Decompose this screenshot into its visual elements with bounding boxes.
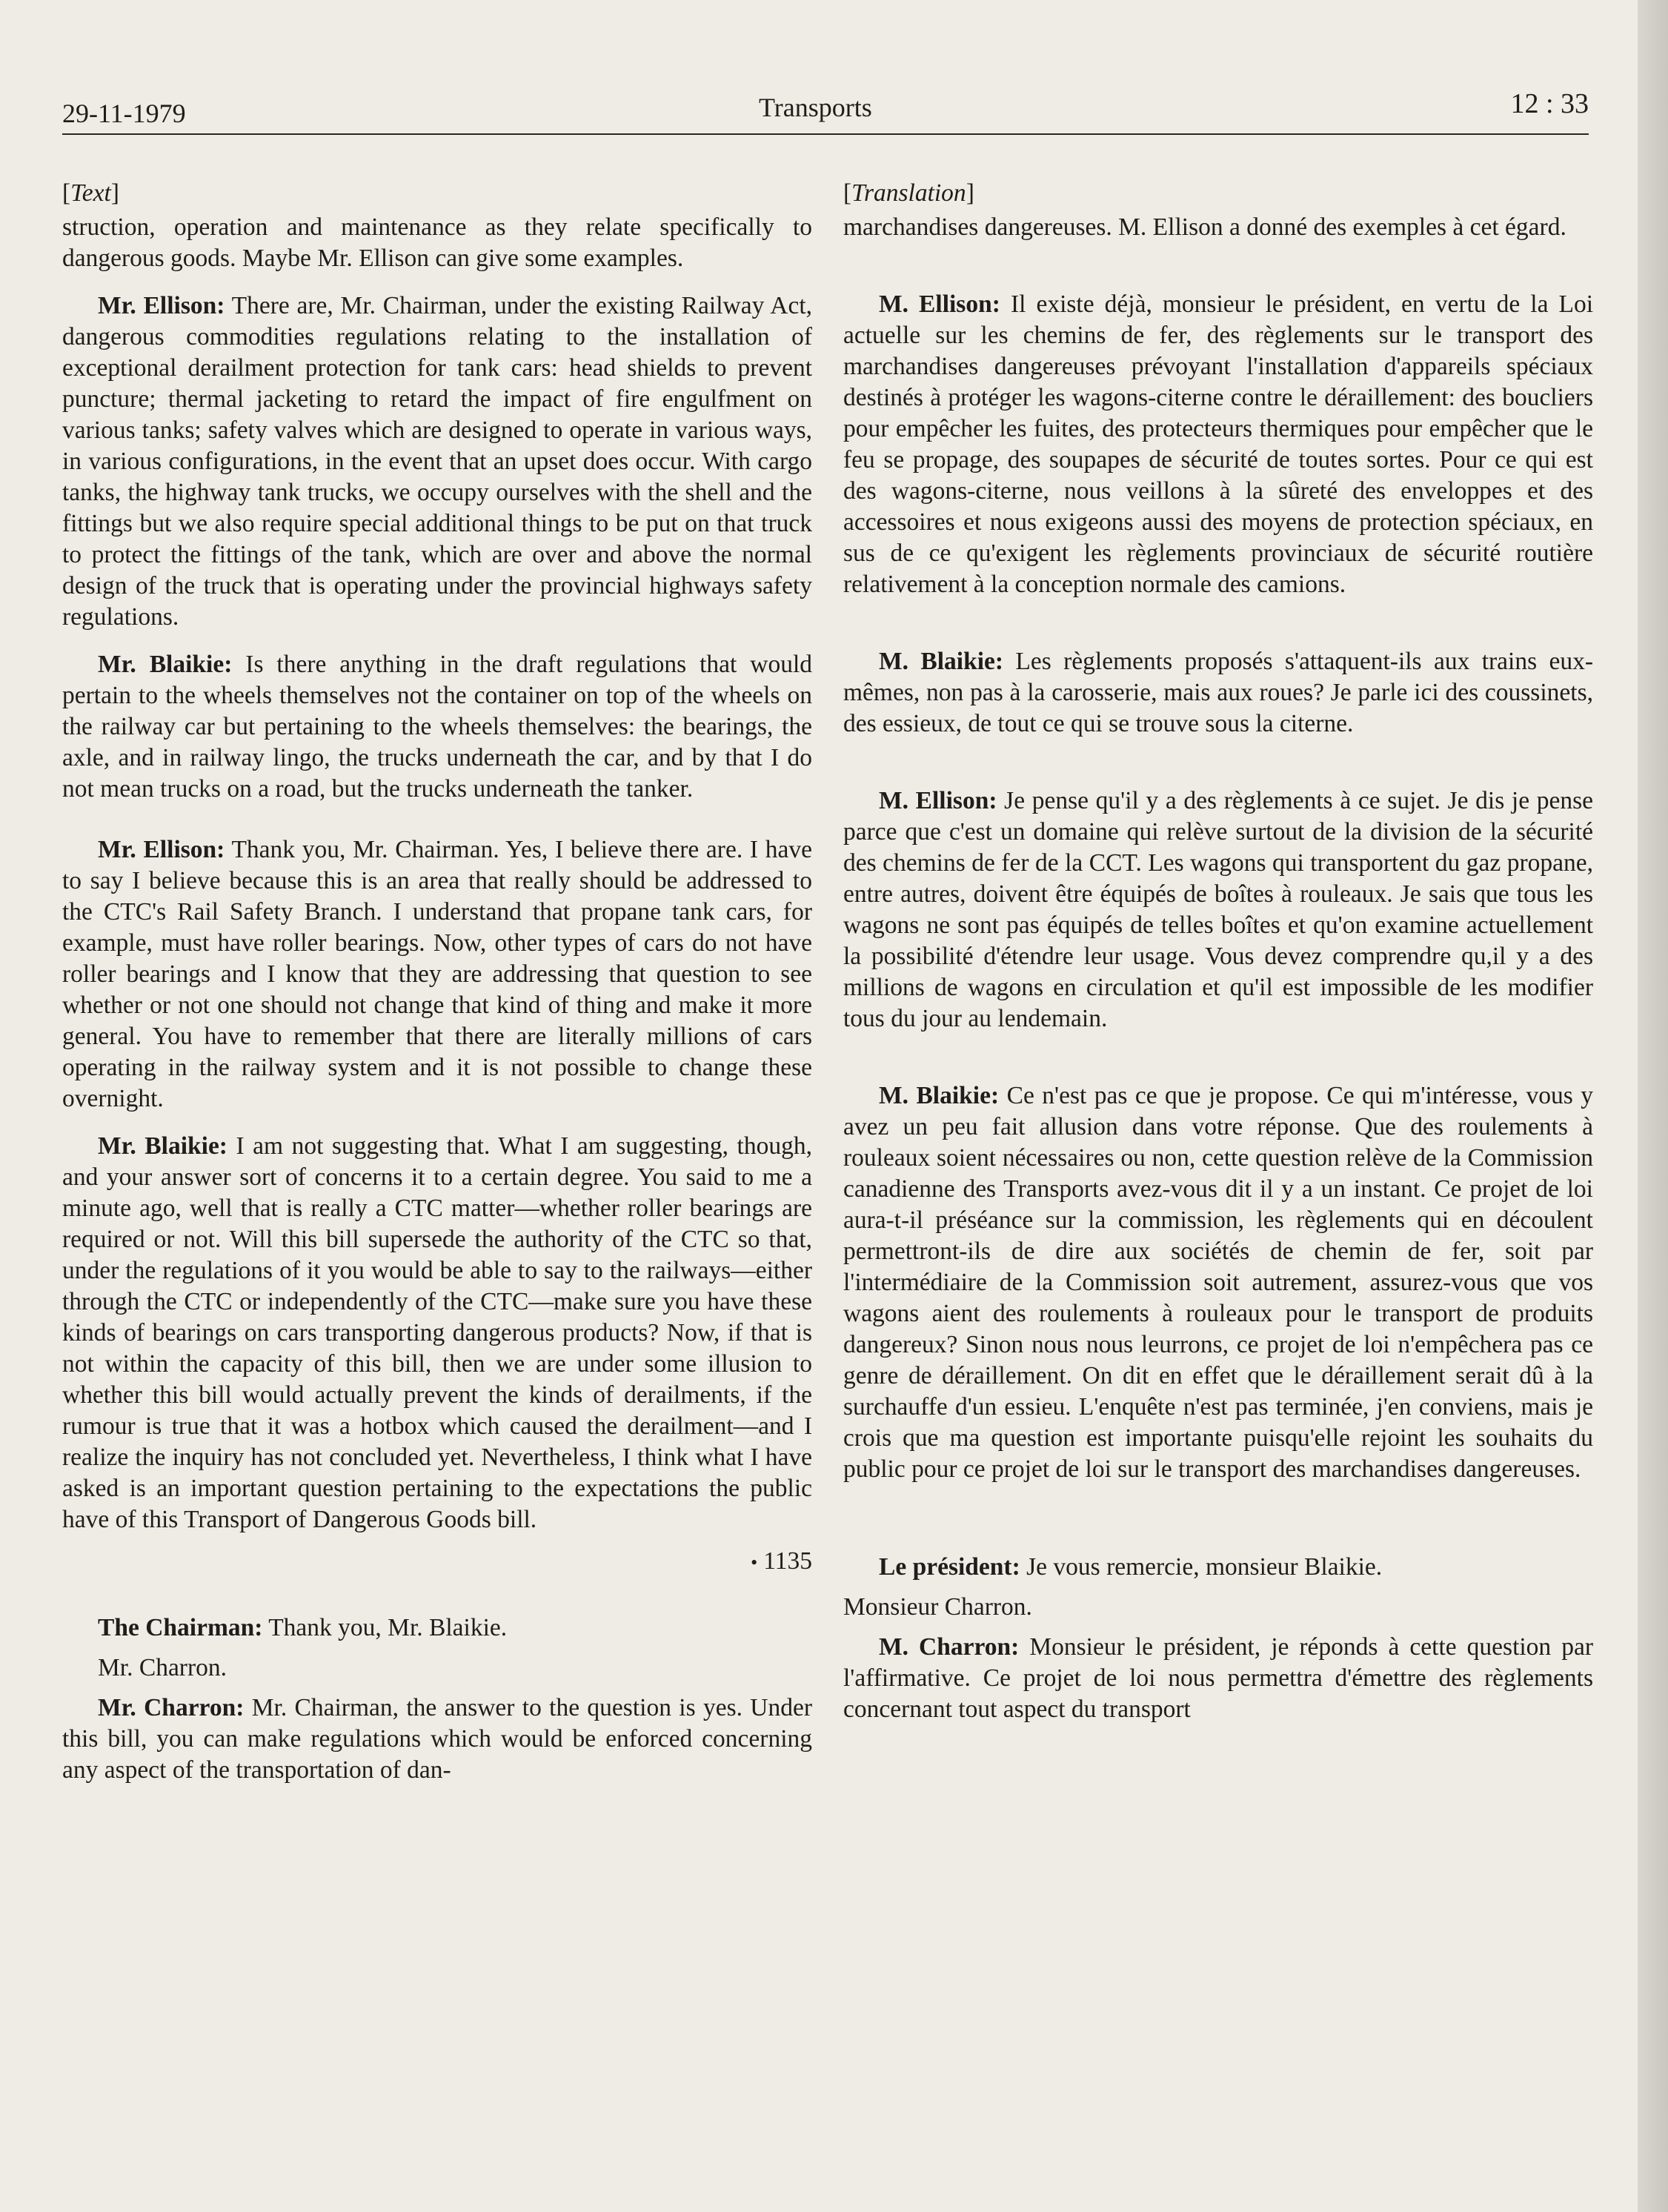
speaker-name: Mr. Blaikie: (98, 651, 233, 678)
paragraph: Le président: Je vous remercie, monsieur Blaikie. (879, 1553, 1383, 1581)
speaker-name: Mr. Charron: (98, 1694, 245, 1722)
paragraph: Mr. Blaikie: I am not suggesting that. What I am suggesting, though, and your answer sort of concerns it to a certain degree. You said to me a minute ago, well that is really a CTC matter—whether roller bearings are required or not. Will this bill supersede the authority of the CTC so that, under the regulations of it you would be able to say to the railways—either through the CTC or independently of the CTC—make sure you have these kinds of bearings on cars transporting dangerous products? Now, if that is not within the capacity of this bill, then we are under some illusion to whether this bill would actually prevent the kinds of derailments, if the rumour is true that it was a hotbox which caused the derailment—and I realize the inquiry has not concluded yet. Nevertheless, I think what I have asked is an important question pertaining to the expectations the public have of this Transport of Dangerous Goods bill. (62, 1132, 812, 1533)
paragraph: struction, operation and maintenance as they relate specifically to dangerous goods. Maybe Mr. Ellison can give some examples. (62, 213, 812, 272)
speaker-name: Mr. Ellison: (98, 292, 225, 319)
text-tag: [Text] (62, 179, 119, 207)
paragraph: Monsieur Charron. (843, 1593, 1032, 1621)
page-edge (1638, 0, 1668, 2212)
english-column (62, 178, 812, 1795)
time-marker: • 1135 (751, 1547, 812, 1575)
paragraph: Mr. Blaikie: Is there anything in the draft regulations that would pertain to the wheels themselves not the container on top of the wheels on the railway car but pertaining to the wheels themselves: the bearings, the axle, and in railway lingo, the trucks underneath the car, and by that I do not mean trucks on a road, but the trucks underneath the tanker. (62, 651, 813, 803)
page-header (62, 87, 1589, 135)
header-title: Transports (759, 93, 872, 122)
paragraph: Mr. Charron. (98, 1654, 227, 1682)
paragraph: M. Ellison: Il existe déjà, monsieur le président, en vertu de la Loi actuelle sur les chemins de fer, des règlements sur le transport des marchandises dangereuses prévoyant l'installation d'appareils spéciaux destinés à protéger les wagons-citerne contre le déraillement: des boucliers pour empêcher les fuites, des protecteurs thermiques pour empêcher que le feu se propage, des soupapes de sécurité de toutes sortes. Pour ce qui est des wagons-citerne, nous veillons à la sûreté des enveloppes et des accessoires et nous exigeons aussi des moyens de protection spéciaux, en sus de ce qu'exigent les règlements provinciaux de sécurité routière relativement à la conception normale des camions. (843, 290, 1594, 598)
speaker-name: Mr. Blaikie: (98, 1132, 227, 1160)
paragraph: M. Ellison: Je pense qu'il y a des règlements à ce sujet. Je dis je pense parce que c'est un domaine qui relève surtout de la division de la sécurité des chemins de fer de la CCT. Les wagons qui transportent du gaz propane, entre autres, doivent être équipés de boîtes à rouleaux. Je sais que tous les wagons ne sont pas équipés de telles boîtes et qu'on examine actuellement la possibilité d'étendre leur usage. Vous devez comprendre qu,il y a des millions de wagons en circulation et qu'il est impossible de les modifier tous du jour au lendemain. (843, 787, 1594, 1032)
header-page-number: 12 : 33 (1510, 88, 1589, 119)
paragraph: Mr. Ellison: Thank you, Mr. Chairman. Yes, I believe there are. I have to say I believe because this is an area that really should be addressed to the CTC's Rail Safety Branch. I understand that propane tank cars, for example, must have roller bearings. Now, other types of cars do not have roller bearings and I know that they are addressing that question to see whether or not one should not change that kind of thing and make it more general. You have to remember that there are literally millions of cars operating in the railway system and it is not possible to change these overnight. (62, 836, 812, 1112)
paragraph: M. Blaikie: Ce n'est pas ce que je propose. Ce qui m'intéresse, vous y avez un peu fait allusion dans votre réponse. Que des roulements à rouleaux soient nécessaires ou non, cette question relève de la Commission canadienne des Transports avez-vous dit il y a un instant. Ce projet de loi aura-t-il préséance sur la commission, les règlements qui en découlent permettront-ils de dire aux sociétés de chemin de fer, soit par l'intermédiaire de la Commission soit autrement, assurez-vous que vos wagons aient des roulements à rouleaux pour le transport de produits dangereux? Sinon nous nous leurrons, ce projet de loi n'empêchera pas ce genre de déraillement. On dit en effet que le déraillement serait dû à la surchauffe d'un essieu. L'enquête n'est pas terminée, j'en conviens, mais je crois que ma question est importante puisqu'elle rejoint les souhaits du public pour ce projet de loi sur le transport des marchandises dangereuses. (843, 1082, 1594, 1483)
speaker-name: The Chairman: (98, 1614, 263, 1642)
paragraph: Mr. Ellison: There are, Mr. Chairman, under the existing Railway Act, dangerous commodities regulations relating to the installation of exceptional derailment protection for tank cars: head shields to prevent puncture; thermal jacketing to retard the impact of fire engulfment on various tanks; safety valves which are designed to operate in various ways, in various configurations, in the event that an upset does occur. With cargo tanks, the highway tank trucks, we occupy ourselves with the shell and the fittings but we also require special additional things to be put on that truck to protect the fittings of the tank, which are over and above the normal design of the truck that is operating under the provincial highways safety regulations. (62, 292, 812, 631)
speaker-name: M. Blaikie: (879, 1082, 1000, 1109)
speaker-name: M. Blaikie: (879, 648, 1004, 675)
french-column (843, 178, 1593, 1734)
speaker-name: Le président: (879, 1553, 1020, 1581)
paragraph: M. Charron: Monsieur le président, je réponds à cette question par l'affirmative. Ce projet de loi nous permettra d'émettre des règlements concernant tout aspect du transport (843, 1633, 1593, 1723)
translation-tag: [Translation] (843, 179, 974, 207)
speaker-name: Mr. Ellison: (98, 836, 225, 863)
paragraph: M. Blaikie: Les règlements proposés s'attaquent-ils aux trains eux-mêmes, non pas à la carosserie, mais aux roues? Je parle ici des coussinets, des essieux, de tout ce qui se trouve sous la citerne. (843, 648, 1594, 737)
speaker-name: M. Ellison: (879, 787, 997, 814)
paragraph: Mr. Charron: Mr. Chairman, the answer to the question is yes. Under this bill, you can make regulations which would be enforced concerning any aspect of the transportation of dan- (62, 1694, 813, 1784)
paragraph: The Chairman: Thank you, Mr. Blaikie. (98, 1614, 508, 1642)
speaker-name: M. Ellison: (879, 290, 1000, 318)
speaker-name: M. Charron: (879, 1633, 1020, 1661)
paragraph: marchandises dangereuses. M. Ellison a donné des exemples à cet égard. (843, 213, 1566, 241)
header-date: 29-11-1979 (62, 99, 186, 128)
